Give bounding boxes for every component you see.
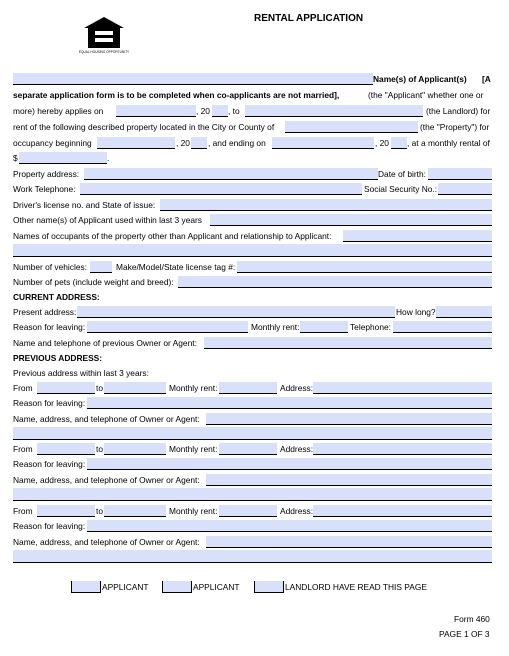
prev-from-label-2: From — [13, 444, 33, 454]
applicant-label-2: APPLICANT — [193, 582, 240, 592]
year-label-2: , 20 — [176, 138, 190, 148]
previous-address-heading: PREVIOUS ADDRESS: — [13, 353, 103, 363]
prev-owner-field-2-3[interactable] — [13, 550, 492, 563]
prev-rent-label-2: Monthly rent: — [169, 444, 218, 454]
to-date-field-1[interactable] — [104, 382, 166, 394]
from-date-field-2[interactable] — [37, 443, 95, 455]
equal-housing-logo — [80, 16, 128, 60]
prev-to-label-1: to — [96, 383, 103, 393]
applicant-initials-2[interactable] — [162, 581, 192, 593]
year-label-3: , 20 — [375, 138, 389, 148]
page-number: PAGE 1 OF 3 — [439, 629, 490, 639]
prev-rent-field-3[interactable] — [219, 505, 277, 517]
from-date-field-1[interactable] — [37, 382, 95, 394]
work-telephone-field[interactable] — [80, 183, 362, 195]
prev-owner-label-3: Name, address, and telephone of Owner or Agent: — [13, 537, 200, 547]
dot-label: . — [107, 153, 110, 163]
monthly-rental-label: , at a monthly rental of — [407, 138, 490, 148]
names-label: Name(s) of Applicant(s) — [373, 74, 467, 84]
landlord-read-label: LANDLORD HAVE READ THIS PAGE — [285, 582, 427, 592]
how-long-label: How long? — [396, 307, 436, 317]
prev-reason-label-1: Reason for leaving: — [13, 398, 86, 408]
license-label: Driver's license no. and State of issue: — [13, 200, 156, 210]
work-telephone-label: Work Telephone: — [13, 184, 76, 194]
prev-rent-field-2[interactable] — [219, 443, 277, 455]
year-label-1: , 20 — [196, 106, 210, 116]
apply-year-field[interactable] — [212, 105, 228, 117]
prev-owner-field-1[interactable] — [206, 413, 492, 425]
prev-address-field-3[interactable] — [313, 505, 492, 517]
separate-notice: separate application form is to be completed when co-applicants are not married], — [13, 90, 340, 100]
applicant-names-field[interactable] — [13, 73, 373, 85]
rent-of-label: rent of the following described property located in the City or County of — [13, 122, 275, 132]
reason-leaving-field[interactable] — [87, 321, 248, 333]
other-names-label: Other name(s) of Applicant used within last 3 years — [13, 215, 202, 225]
prev-owner-label-1: Name, address, and telephone of Owner or Agent: — [13, 414, 200, 424]
monthly-rent-label: Monthly rent: — [251, 322, 300, 332]
house-icon — [80, 16, 128, 50]
pets-field[interactable] — [178, 276, 492, 288]
vehicles-field[interactable] — [90, 261, 112, 273]
prev-address-label-3: Address: — [280, 506, 314, 516]
previous-owner-field[interactable] — [204, 337, 492, 349]
hereby-label: more) hereby applies on — [13, 106, 104, 116]
ending-date-field[interactable] — [272, 137, 374, 149]
occupants-label: Names of occupants of the property other than Applicant and relationship to Applicant: — [13, 231, 332, 241]
previous-owner-label: Name and telephone of previous Owner or Agent: — [13, 338, 197, 348]
occupancy-begin-field[interactable] — [97, 137, 175, 149]
landlord-field[interactable] — [245, 105, 423, 117]
prev-reason-label-3: Reason for leaving: — [13, 521, 86, 531]
applicant-label-1: APPLICANT — [102, 582, 149, 592]
prev-to-label-2: to — [96, 444, 103, 454]
prev-reason-field-3[interactable] — [87, 520, 492, 532]
begin-year-field[interactable] — [191, 137, 207, 149]
prev-owner-field-2-2[interactable] — [13, 488, 492, 501]
telephone-label: Telephone: — [350, 322, 391, 332]
prev-owner-field-3[interactable] — [206, 536, 492, 548]
landlord-initials[interactable] — [254, 581, 284, 593]
prev-from-label-1: From — [13, 383, 33, 393]
make-model-field[interactable] — [237, 261, 492, 273]
prev-address-label-1: Address: — [280, 383, 314, 393]
prev-reason-field-1[interactable] — [87, 397, 492, 409]
prev-to-label-3: to — [96, 506, 103, 516]
prev-owner-label-2: Name, address, and telephone of Owner or Agent: — [13, 475, 200, 485]
pets-label: Number of pets (include weight and breed): — [13, 277, 174, 287]
prev-rent-label-3: Monthly rent: — [169, 506, 218, 516]
present-address-field[interactable] — [77, 306, 395, 318]
prev-reason-label-2: Reason for leaving: — [13, 459, 86, 469]
prev-address-field-1[interactable] — [313, 382, 492, 394]
prev-address-label-2: Address: — [280, 444, 314, 454]
separate-rest: (the "Applicant" whether one or — [368, 90, 484, 100]
present-address-label: Present address: — [13, 307, 77, 317]
current-address-heading: CURRENT ADDRESS: — [13, 292, 100, 302]
to-date-field-3[interactable] — [104, 505, 166, 517]
ending-label: , and ending on — [208, 138, 266, 148]
how-long-field[interactable] — [436, 306, 492, 318]
prev-owner-field-2[interactable] — [206, 474, 492, 486]
prev-from-label-3: From — [13, 506, 33, 516]
prev-owner-field-2-1[interactable] — [13, 427, 492, 440]
dob-label: Date of birth: — [378, 169, 426, 179]
page-title: RENTAL APPLICATION — [254, 13, 364, 24]
prev-rent-field-1[interactable] — [219, 382, 277, 394]
to-date-field-2[interactable] — [104, 443, 166, 455]
applicant-initials-1[interactable] — [71, 581, 101, 593]
logo-caption: EQUAL HOUSING OPPORTUNITY — [78, 50, 130, 54]
from-date-field-3[interactable] — [37, 505, 95, 517]
dollar-label: $ — [13, 153, 18, 163]
property-address-label: Property address: — [13, 169, 80, 179]
form-number: Form 460 — [454, 614, 490, 624]
to-label: , to — [228, 106, 240, 116]
dob-field[interactable] — [428, 168, 492, 180]
ending-year-field[interactable] — [391, 137, 407, 149]
landlord-label: (the Landlord) for — [426, 106, 491, 116]
ssn-field[interactable] — [438, 183, 492, 195]
city-county-field[interactable] — [285, 121, 418, 133]
other-names-field[interactable] — [210, 214, 492, 226]
prev-rent-label-1: Monthly rent: — [169, 383, 218, 393]
occupancy-label: occupancy beginning — [13, 138, 92, 148]
reason-leaving-label: Reason for leaving: — [13, 322, 86, 332]
monthly-rent-field[interactable] — [300, 321, 348, 333]
prev-reason-field-2[interactable] — [87, 458, 492, 470]
telephone-field[interactable] — [393, 321, 492, 333]
bracket-open: [A — [482, 74, 491, 84]
vehicles-label: Number of vehicles: — [13, 262, 88, 272]
previous-within-label: Previous address within last 3 years: — [13, 368, 149, 378]
occupants-field[interactable] — [343, 230, 492, 242]
monthly-rental-field[interactable] — [19, 152, 110, 164]
apply-date-field[interactable] — [116, 105, 196, 117]
license-field[interactable] — [160, 199, 492, 211]
property-label: (the "Property") for — [420, 122, 490, 132]
ssn-label: Social Security No.: — [364, 184, 438, 194]
occupants-field-2[interactable] — [13, 244, 492, 257]
prev-address-field-2[interactable] — [313, 443, 492, 455]
property-address-field[interactable] — [84, 168, 378, 180]
make-model-label: Make/Model/State license tag #: — [116, 262, 236, 272]
